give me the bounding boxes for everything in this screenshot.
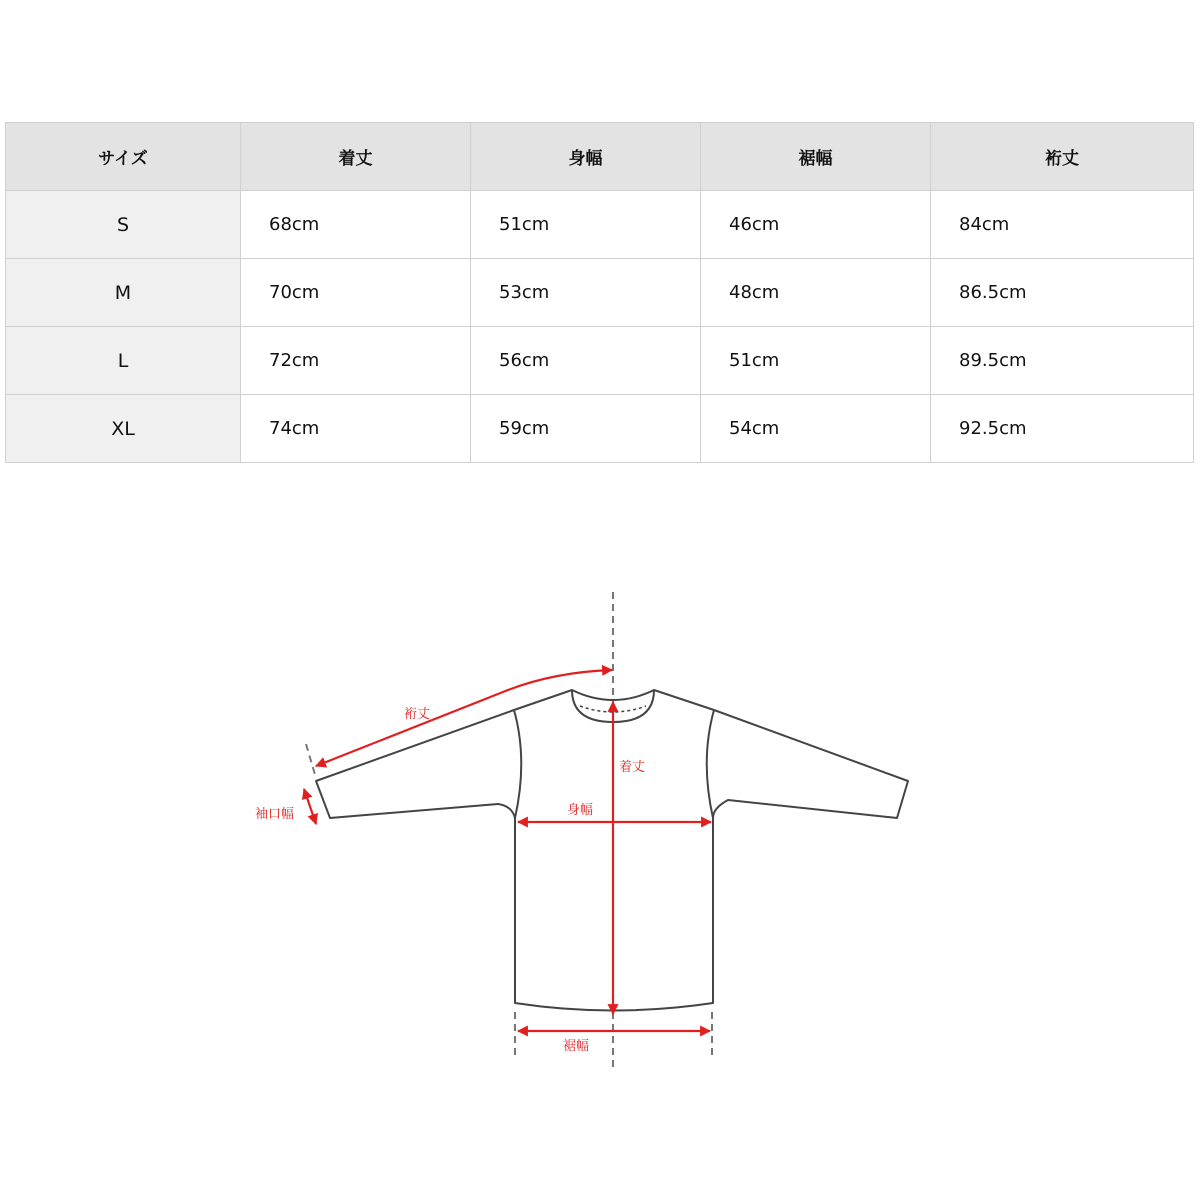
sleeve-length-value: 92.5cm [931, 395, 1194, 463]
cuff-width-label: 袖口幅 [255, 807, 295, 822]
header-hem-width: 裾幅 [701, 123, 931, 191]
sleeve-length-label: 裄丈 [404, 707, 431, 722]
hem-width-value: 51cm [701, 327, 931, 395]
hem-width-value: 46cm [701, 191, 931, 259]
size-label: L [6, 327, 241, 395]
body-length-value: 68cm [241, 191, 471, 259]
sleeve-length-value: 84cm [931, 191, 1194, 259]
cuff-width-arrow [304, 789, 316, 824]
header-body-length: 着丈 [241, 123, 471, 191]
size-label: S [6, 191, 241, 259]
body-width-value: 59cm [471, 395, 701, 463]
guide-lines [306, 592, 712, 1068]
hem-width-label: 裾幅 [563, 1039, 590, 1054]
sleeve-length-arrow [316, 670, 612, 766]
body-width-value: 51cm [471, 191, 701, 259]
body-length-value: 70cm [241, 259, 471, 327]
size-label: M [6, 259, 241, 327]
header-size: サイズ [6, 123, 241, 191]
cuff-guide-line [306, 744, 316, 778]
left-armhole-seam [514, 710, 521, 818]
header-sleeve-length: 裄丈 [931, 123, 1194, 191]
body-width-label: 身幅 [567, 803, 594, 818]
sleeve-length-value: 89.5cm [931, 327, 1194, 395]
header-body-width: 身幅 [471, 123, 701, 191]
body-length-value: 72cm [241, 327, 471, 395]
hem-width-value: 54cm [701, 395, 931, 463]
measurement-arrows [304, 670, 711, 1031]
hem-width-value: 48cm [701, 259, 931, 327]
right-armhole-seam [707, 710, 714, 818]
body-length-label: 着丈 [619, 760, 646, 775]
body-width-value: 56cm [471, 327, 701, 395]
body-length-value: 74cm [241, 395, 471, 463]
body-width-value: 53cm [471, 259, 701, 327]
size-label: XL [6, 395, 241, 463]
sleeve-length-value: 86.5cm [931, 259, 1194, 327]
